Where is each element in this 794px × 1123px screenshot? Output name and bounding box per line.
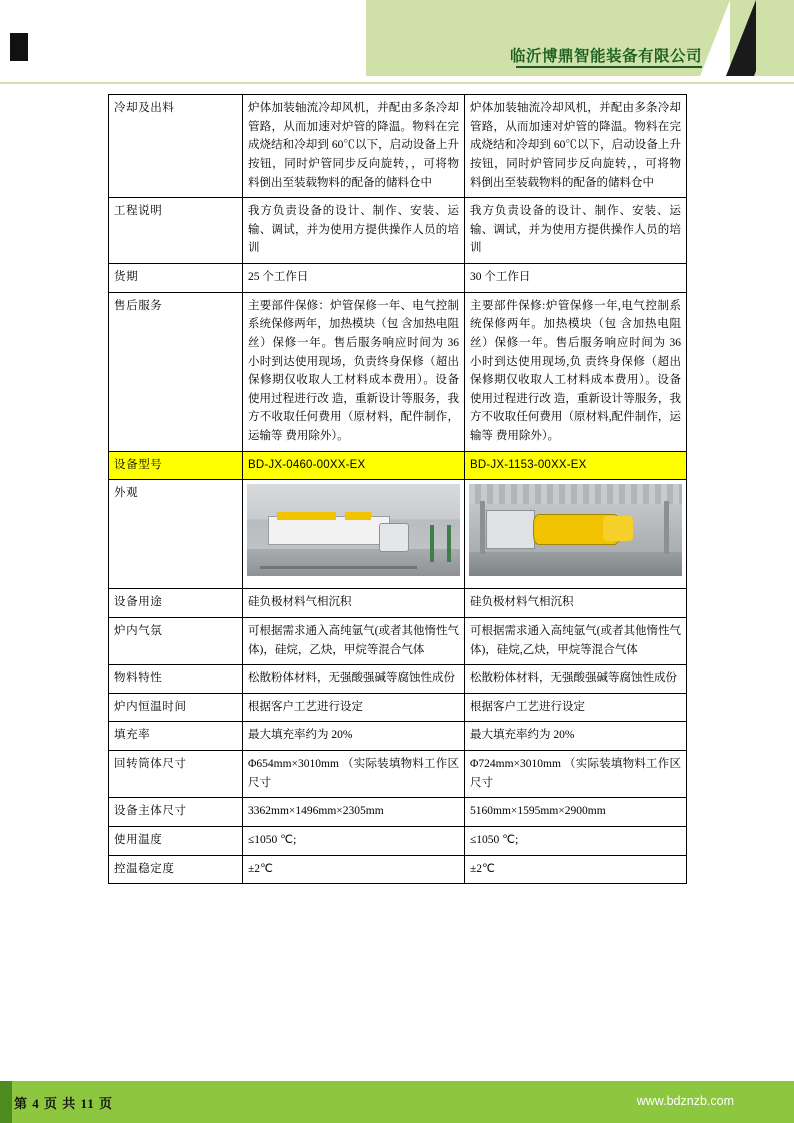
photo-tank [379,523,409,553]
row-value-col-a: 主要部件保修：炉管保修一年、电气控制系统保修两年，加热模块（包 含加热电阻丝）保修一年。售后服务响应时间为 36 小时到达使用现场，负责终身保修（超出保修期仅收取人工材料成本费用）。设备使用过程进行改 造，重新设计等服务，我方不收取任何费用（原材料，配件制作，运输等 费用除外）。 [243,292,465,451]
row-value-col-b: 松散粉体材料，无强酸强碱等腐蚀性成份 [465,665,687,694]
row-value-col-a: 松散粉体材料，无强酸强碱等腐蚀性成份 [243,665,465,694]
page-header [0,0,794,84]
row-value-col-a: ±2℃ [243,855,465,884]
table-row [109,665,687,694]
row-value-col-b: 炉体加装轴流冷却风机，并配由多条冷却管路，从而加速对炉管的降温。物料在完成烧结和冷却到 60℃以下，启动设备上升按钮，同时炉管同步反向旋转，，可将物料倒出至装载物料的配备的储料仓中 [465,95,687,198]
model-value-col-a: BD-JX-0460-00XX-EX [243,451,465,480]
row-label: 设备型号 [109,451,243,480]
row-label: 货期 [109,264,243,293]
table-row [109,198,687,264]
footer-website[interactable]: www.bdznzb.com [636,1094,734,1108]
row-label: 设备用途 [109,589,243,618]
row-value-col-a: Φ654mm×3010mm （实际装填物料工作区尺寸 [243,751,465,798]
header-slash-black-icon [726,0,756,76]
row-value-col-a: 硅负极材料气相沉积 [243,589,465,618]
header-black-square-mark [10,33,28,61]
row-value-col-b: 主要部件保修:炉管保修一年,电气控制系统保修两年。加热模块（包 含加热电阻丝）保修一年。售后服务响应时间为 36 小时到达使用现场,负 责终身保修（超出保修期仅收取人工材料成本费用）。设备使用过程进行改 造，重新设计等服务，我方不收取任何费用（原材料,配件制作，运输等 费用除外）。 [465,292,687,451]
row-label: 炉内恒温时间 [109,693,243,722]
photo-pillar-a [480,501,485,554]
row-value-col-a: 25 个工作日 [243,264,465,293]
photo-green-post-b [447,525,451,562]
row-label: 炉内气氛 [109,617,243,664]
table-row [109,722,687,751]
header-company-underline [516,66,702,68]
row-label: 回转筒体尺寸 [109,751,243,798]
row-label: 工程说明 [109,198,243,264]
table-row [109,95,687,198]
table-row [109,693,687,722]
table-row-appearance [109,480,687,589]
photo-green-post-a [430,525,434,562]
photo-yellow-panel-a [277,512,337,520]
photo-rail [260,566,418,569]
table-row [109,589,687,618]
row-label: 使用温度 [109,826,243,855]
row-label: 控温稳定度 [109,855,243,884]
photo-ceiling [469,484,682,504]
equipment-photo-cell-left [243,480,465,589]
row-value-col-a: 3362mm×1496mm×2305mm [243,798,465,827]
row-value-col-b: 硅负极材料气相沉积 [465,589,687,618]
row-label: 物料特性 [109,665,243,694]
equipment-photo-cell-right [465,480,687,589]
table-row [109,292,687,451]
equipment-photo-right [469,484,682,576]
header-company-name: 临沂博鼎智能装备有限公司 [509,48,702,65]
table-row [109,264,687,293]
photo-frame [486,510,535,549]
footer-dark-accent [0,1081,12,1123]
photo-floor [247,549,460,577]
specification-table [108,94,687,884]
photo-yellow-drum-end [603,516,633,542]
row-label: 售后服务 [109,292,243,451]
row-value-col-b: 5160mm×1595mm×2900mm [465,798,687,827]
model-value-col-b: BD-JX-1153-00XX-EX [465,451,687,480]
row-value-col-b: 我方负责设备的设计、制作、安装、运输、调试，并为使用方提供操作人员的培训 [465,198,687,264]
row-value-col-a: 根据客户工艺进行设定 [243,693,465,722]
row-value-col-a: ≤1050 ℃; [243,826,465,855]
row-value-col-b: ≤1050 ℃; [465,826,687,855]
photo-floor [469,552,682,576]
row-value-col-b: 30 个工作日 [465,264,687,293]
table-row [109,617,687,664]
row-value-col-b: Φ724mm×3010mm （实际装填物料工作区尺寸 [465,751,687,798]
row-value-col-b: 根据客户工艺进行设定 [465,693,687,722]
row-value-col-a: 我方负责设备的设计、制作、安装、运输、调试，并为使用方提供操作人员的培训 [243,198,465,264]
header-white-middle-block [36,0,366,76]
row-value-col-a: 最大填充率约为 20% [243,722,465,751]
page-number: 第 4 页 共 11 页 [14,1096,114,1111]
row-value-col-b: 可根据需求通入高纯氩气(或者其他惰性气体)，硅烷,乙炔，甲烷等混合气体 [465,617,687,664]
header-slash-green-icon [754,0,784,76]
equipment-photo-left [247,484,460,576]
row-label: 设备主体尺寸 [109,798,243,827]
table-row [109,826,687,855]
row-label: 冷却及出料 [109,95,243,198]
photo-pillar-b [664,501,669,554]
photo-yellow-panel-b [345,512,371,520]
row-label: 填充率 [109,722,243,751]
row-label: 外观 [109,480,243,589]
table-row [109,798,687,827]
table-row-model [109,451,687,480]
table-row [109,855,687,884]
row-value-col-a: 可根据需求通入高纯氩气(或者其他惰性气体)，硅烷，乙炔，甲烷等混合气体 [243,617,465,664]
page-footer [0,1067,794,1123]
table-row [109,751,687,798]
row-value-col-a: 炉体加装轴流冷却风机，并配由多条冷却管路，从而加速对炉管的降温。物料在完成烧结和冷却到 60℃以下，启动设备上升按钮，同时炉管同步反向旋转，，可将物料倒出至装载物料的配备的储料仓中 [243,95,465,198]
row-value-col-b: 最大填充率约为 20% [465,722,687,751]
header-bottom-rule [0,82,794,84]
row-value-col-b: ±2℃ [465,855,687,884]
